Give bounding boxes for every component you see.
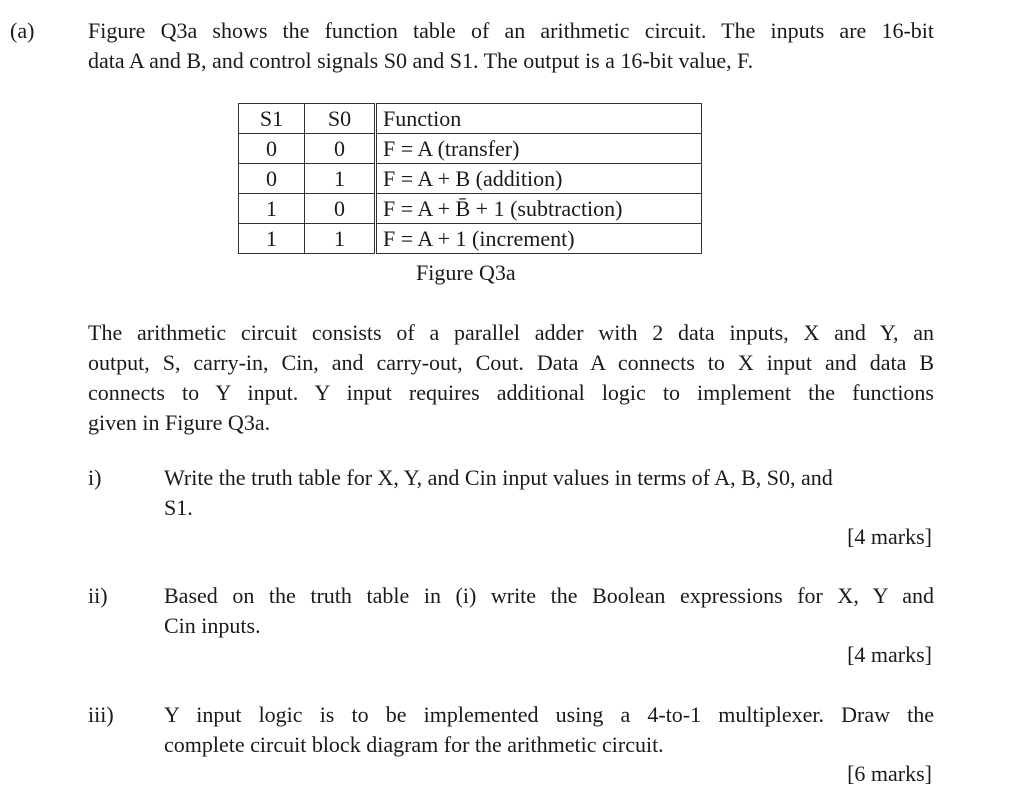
table-cell: F = A + B (addition) (376, 164, 702, 194)
circuit-description (88, 318, 934, 438)
question-number: ii) (88, 583, 108, 608)
table-cell: 0 (305, 194, 376, 224)
question-line: Cin inputs. (164, 613, 261, 638)
table-cell: F = A + B̄ + 1 (subtraction) (376, 194, 702, 224)
function-table (238, 103, 702, 254)
table-row (239, 164, 702, 194)
table-cell: 1 (239, 224, 305, 254)
question-text (164, 581, 934, 641)
table-header-row (239, 104, 702, 134)
part-label: (a) (10, 18, 35, 43)
marks-label: [4 marks] (847, 524, 932, 549)
table-cell: 0 (239, 134, 305, 164)
question-number: i) (88, 465, 102, 490)
table-cell: 0 (239, 164, 305, 194)
table-cell: 1 (305, 224, 376, 254)
table-header-s0: S0 (305, 104, 376, 134)
intro-line-1: Figure Q3a shows the function table of an arithmetic circuit. The inputs are 16-bit (88, 18, 934, 43)
marks-label: [4 marks] (847, 642, 932, 667)
table-cell: 1 (305, 164, 376, 194)
question-text (164, 463, 934, 523)
intro-text (88, 16, 934, 76)
table-row (239, 194, 702, 224)
figure-caption: Figure Q3a (416, 260, 516, 285)
paragraph-line-3: connects to Y input. Y input requires additional logic to implement the functions (88, 380, 934, 405)
question-line: Write the truth table for X, Y, and Cin input values in terms of A, B, S0, and (164, 465, 833, 490)
question-line: complete circuit block diagram for the arithmetic circuit. (164, 732, 664, 757)
paragraph-line-2: output, S, carry-in, Cin, and carry-out, Cout. Data A connects to X input and data B (88, 350, 934, 375)
table-row (239, 134, 702, 164)
marks-label: [6 marks] (847, 761, 932, 786)
table-cell: F = A + 1 (increment) (376, 224, 702, 254)
question-text (164, 700, 934, 760)
question-number: iii) (88, 702, 114, 727)
paragraph-line-1: The arithmetic circuit consists of a parallel adder with 2 data inputs, X and Y, an (88, 320, 934, 345)
question-line: Based on the truth table in (i) write the Boolean expressions for X, Y and (164, 583, 934, 608)
question-line: S1. (164, 495, 193, 520)
question-line: Y input logic is to be implemented using a 4-to-1 multiplexer. Draw the (164, 702, 934, 727)
table-cell: 1 (239, 194, 305, 224)
intro-line-2: data A and B, and control signals S0 and S1. The output is a 16-bit value, F. (88, 48, 754, 73)
table-row (239, 224, 702, 254)
paragraph-line-4: given in Figure Q3a. (88, 410, 271, 435)
table-header-function: Function (376, 104, 702, 134)
table-header-s1: S1 (239, 104, 305, 134)
table-cell: 0 (305, 134, 376, 164)
table-cell: F = A (transfer) (376, 134, 702, 164)
